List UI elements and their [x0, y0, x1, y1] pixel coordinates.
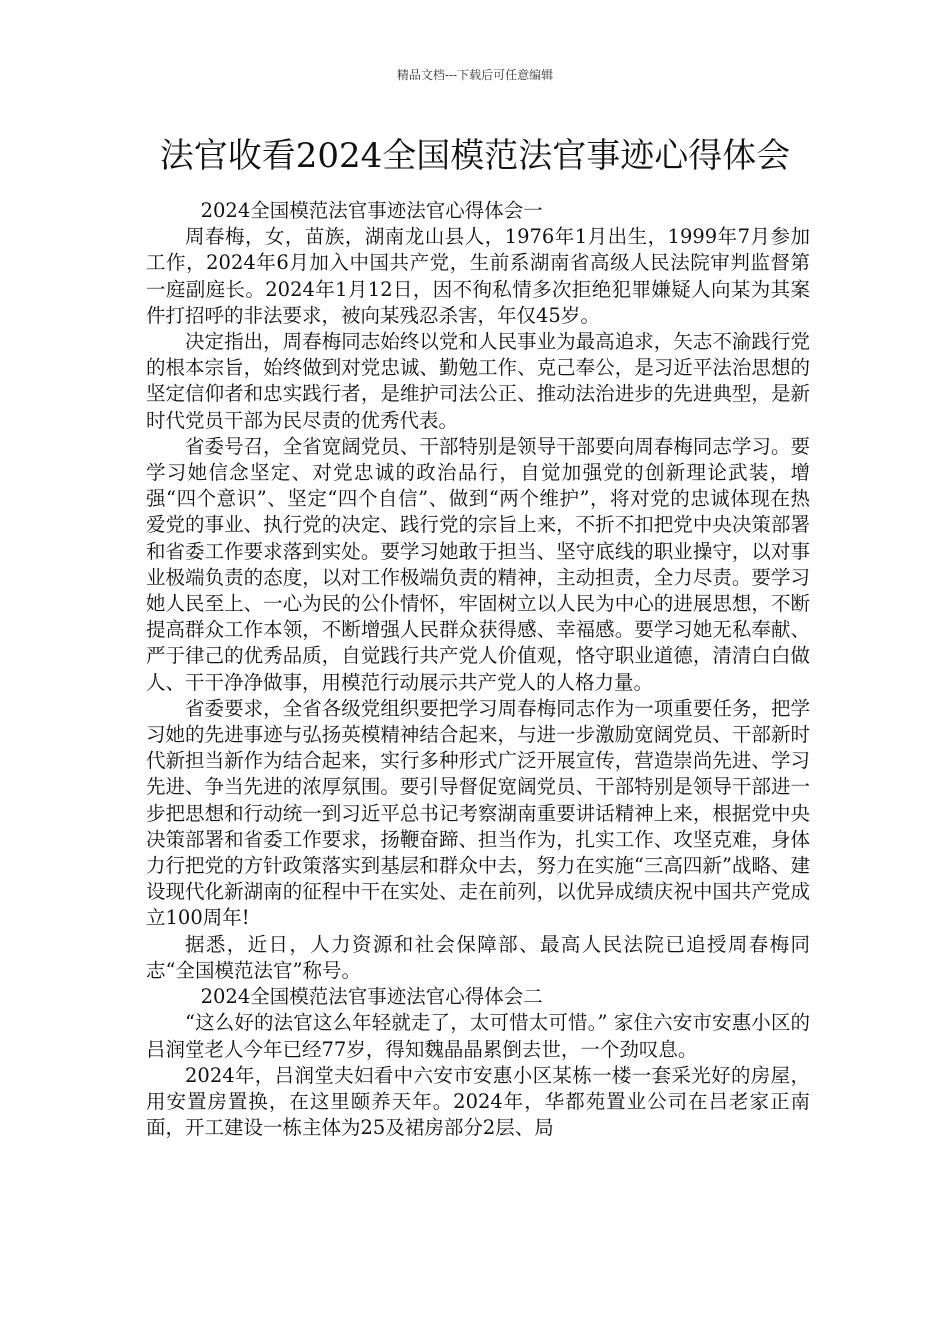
paragraph: 据悉，近日，人力资源和社会保障部、最高人民法院已追授周春梅同志“全国模范法官”称号。 — [146, 932, 810, 982]
paragraph: 省委要求，全省各级党组织要把学习周春梅同志作为一项重要任务，把学习她的先进事迹与弘扬英模精神结合起来，与进一步激励宽阔党员、干部新时代新担当新作为结合起来，实行多种形式广泛开展宣传，营造崇尚先进、学习先进、争当先进的浓厚氛围。要引导督促宽阔党员、干部特别是领导干部进一步把思想和行动统一到习近平总书记考察湖南重要讲话精神上来，根据党中央决策部署和省委工作要求，扬鞭奋蹄、担当作为，扎实工作、攻坚克难，身体力行把党的方针政策落实到基层和群众中去，努力在实施“三高四新”战略、建设现代化新湖南的征程中干在实处、走在前列，以优异成绩庆祝中国共产党成立100周年! — [146, 696, 810, 930]
paragraph: 周春梅，女，苗族，湖南龙山县人，1976年1月出生，1999年7月参加工作，2024年6月加入中国共产党，生前系湖南省高级人民法院审判监督第一庭副庭长。2024年1月12日，因不徇私情多次拒绝犯罪嫌疑人向某为其案件打招呼的非法要求，被向某残忍杀害，年仅45岁。 — [146, 225, 810, 327]
section-heading: 2024全国模范法官事迹法官心得体会二 — [200, 985, 543, 1009]
paragraph: 省委号召，全省宽阔党员、干部特别是领导干部要向周春梅同志学习。要学习她信念坚定、对党忠诚的政治品行，自觉加强党的创新理论武装，增强“四个意识”、坚定“四个自信”、做到“两个维护”，将对党的忠诚体现在热爱党的事业、执行党的决定、践行党的宗旨上来，不折不扣把党中央决策部署和省委工作要求落到实处。要学习她敢于担当、坚守底线的职业操守，以对事业极端负责的态度，以对工作极端负责的精神，主动担责，全力尽责。要学习她人民至上、一心为民的公仆情怀，牢固树立以人民为中心的进展思想，不断提高群众工作本领，不断增强人民群众获得感、幸福感。要学习她无私奉献、严于律己的优秀品质，自觉践行共产党人价值观，恪守职业道德，清清白白做人、干干净净做事，用模范行动展示共产党人的人格力量。 — [146, 434, 810, 694]
paragraph: “这么好的法官这么年轻就走了，太可惜太可惜。” 家住六安市安惠小区的吕润堂老人今年已经77岁，得知魏晶晶累倒去世，一个劲叹息。 — [146, 1011, 810, 1061]
paragraph: 决定指出，周春梅同志始终以党和人民事业为最高追求，矢志不渝践行党的根本宗旨，始终做到对党忠诚、勤勉工作、克己奉公，是习近平法治思想的坚定信仰者和忠实践行者，是维护司法公正、推动法治进步的先进典型，是新时代党员干部为民尽责的优秀代表。 — [146, 330, 810, 432]
document-title: 法官收看2024全国模范法官事迹心得体会 — [159, 136, 791, 176]
document-body — [146, 198, 810, 1141]
paragraph: 2024年，吕润堂夫妇看中六安市安惠小区某栋一楼一套采光好的房屋，用安置房置换，在这里颐养天年。2024年，华都苑置业公司在吕老家正南面，开工建设一栋主体为25及裙房部分2层、局 — [146, 1063, 810, 1140]
section-heading: 2024全国模范法官事迹法官心得体会一 — [200, 199, 543, 222]
header-note: 精品文档---下载后可任意编辑 — [396, 68, 554, 82]
